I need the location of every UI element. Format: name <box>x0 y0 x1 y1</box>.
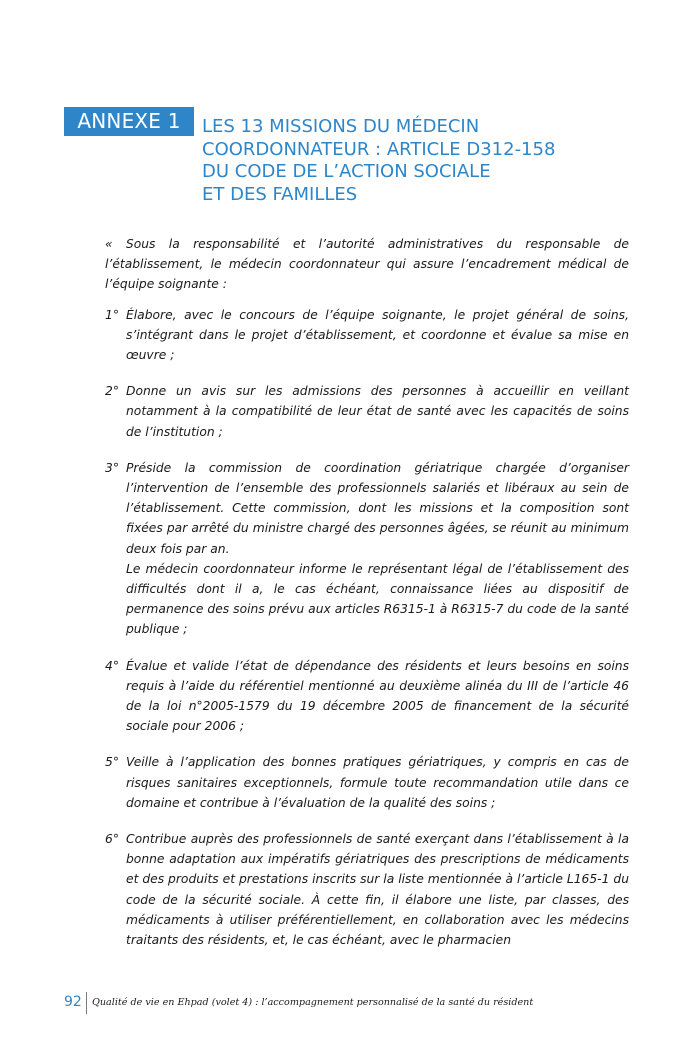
mission-item-4 <box>105 656 629 737</box>
page-footer <box>0 992 693 1014</box>
annexe-badge: ANNEXE 1 <box>64 107 194 136</box>
mission-number: 1° <box>105 307 119 322</box>
mission-number: 4° <box>105 658 119 673</box>
mission-text: Élabore, avec le concours de l’équipe soignante, le projet général de soins, s’intégrant dans le projet d’établissement, et coordonne et évalue sa mise en œuvre ; <box>126 307 629 363</box>
article-body <box>105 234 629 966</box>
mission-item-5 <box>105 752 629 813</box>
mission-text: Donne un avis sur les admissions des personnes à accueillir en veillant notamment à la compatibilité de leur état de santé avec les capacités de soins de l’institution ; <box>126 384 629 439</box>
page-title <box>202 116 662 206</box>
mission-item-6 <box>105 829 629 950</box>
mission-item-1 <box>105 305 629 366</box>
intro-paragraph: « Sous la responsabilité et l’autorité administratives du responsable de l’établissement, le médecin coordonnateur qui assure l’encadrement médical de l’équipe soignante : <box>105 237 629 292</box>
mission-item-2 <box>105 381 629 442</box>
mission-number: 3° <box>105 460 119 475</box>
mission-text: Évalue et valide l’état de dépendance des résidents et leurs besoins en soins requis à l’aide du référentiel mentionné au deuxième alinéa du III de l’article 46 de la loi n°2005-1579 du 19 décembre 2005 de financement de la sécurité sociale pour 2006 ; <box>126 658 629 734</box>
mission-text: Veille à l’application des bonnes pratiques gériatriques, y compris en cas de risques sanitaires exceptionnels, formule toute recommandation utile dans ce domaine et contribue à l’évaluation de la qualité des soins ; <box>126 755 629 810</box>
footer-publication-title: Qualité de vie en Ehpad (volet 4) : l’accompagnement personnalisé de la santé du résident <box>92 997 534 1008</box>
mission-text: Contribue auprès des professionnels de santé exerçant dans l’établissement à la bonne adaptation aux impératifs gériatriques des prescriptions de médicaments et des produits et prestations inscrits sur la liste mentionnée à l’article L165-1 du code de la sécurité sociale. À cette fin, il élabore une liste, par classes, des médicaments à utiliser préférentiellement, en collaboration avec les médecins traitants des résidents, et, le cas échéant, avec le pharmacien <box>126 832 629 948</box>
page-number: 92 <box>64 994 82 1010</box>
mission-number: 6° <box>105 832 119 847</box>
mission-text: Le médecin coordonnateur informe le représentant légal de l’établissement des difficultés dont il a, le cas échéant, connaissance liées au dispositif de permanence des soins prévu aux articles R6315-1 à R6315-7 du code de la santé publique ; <box>126 561 629 637</box>
mission-item-3 <box>105 458 629 640</box>
title-line: COORDONNATEUR : ARTICLE D312-158 <box>202 138 556 160</box>
title-line: DU CODE DE L’ACTION SOCIALE <box>202 161 491 182</box>
mission-number: 5° <box>105 755 119 770</box>
title-line: ET DES FAMILLES <box>202 183 358 205</box>
mission-number: 2° <box>105 384 119 399</box>
title-line: LES 13 MISSIONS DU MÉDECIN <box>202 116 480 137</box>
footer-divider <box>86 992 87 1014</box>
mission-text: Préside la commission de coordination gériatrique chargée d’organiser l’intervention de l’ensemble des professionnels salariés et libéraux au sein de l’établissement. Cette commission, dont les missions et la composition sont fixées par arrêté du ministre chargé des personnes âgées, se réunit au minimum deux fois par an. <box>126 460 629 556</box>
